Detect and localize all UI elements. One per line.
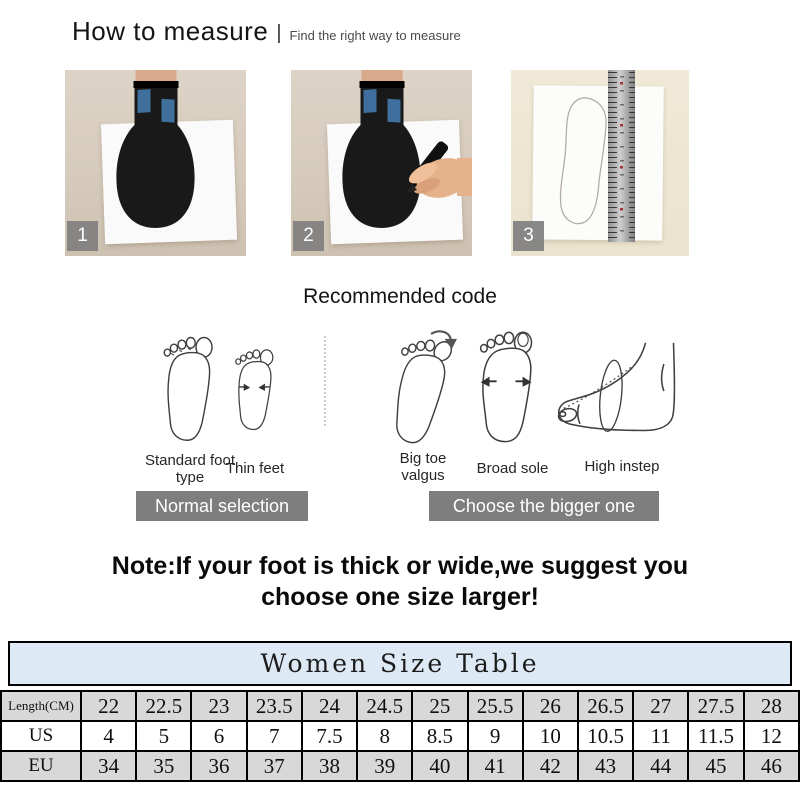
size-cell: 8	[357, 721, 412, 751]
big-toe-valgus-diagram-icon	[388, 327, 458, 445]
size-cell: 25.5	[468, 691, 523, 721]
size-cell: 25	[412, 691, 467, 721]
size-cell: 43	[578, 751, 633, 781]
section-divider	[324, 336, 326, 426]
size-cell: 27	[633, 691, 688, 721]
size-cell: 10	[523, 721, 578, 751]
step-photo-3	[511, 70, 689, 256]
step-number-badge: 2	[293, 221, 324, 251]
size-cell: 39	[357, 751, 412, 781]
women-size-table	[0, 690, 800, 782]
size-cell: 11.5	[688, 721, 743, 751]
size-cell: 44	[633, 751, 688, 781]
size-cell: 12	[744, 721, 799, 751]
label-high-instep: High instep	[584, 458, 660, 475]
size-cell: 8.5	[412, 721, 467, 751]
size-cell: 46	[744, 751, 799, 781]
size-cell: 38	[302, 751, 357, 781]
size-table-title: Women Size Table	[8, 641, 792, 686]
label-broad-sole: Broad sole	[476, 460, 549, 477]
size-note-line2: choose one size larger!	[261, 583, 539, 611]
size-cell: 26.5	[578, 691, 633, 721]
row-label: EU	[1, 751, 81, 781]
size-cell: 27.5	[688, 691, 743, 721]
table-row	[1, 751, 799, 781]
hand-with-marker-illustration	[379, 136, 472, 214]
size-cell: 5	[136, 721, 191, 751]
size-cell: 9	[468, 721, 523, 751]
normal-selection-button[interactable]: Normal selection	[136, 491, 308, 521]
broad-sole-diagram-icon	[474, 327, 540, 445]
size-cell: 4	[81, 721, 136, 751]
label-standard-foot-type: Standard foot type	[144, 452, 236, 486]
size-cell: 22.5	[136, 691, 191, 721]
size-cell: 36	[191, 751, 246, 781]
page-header	[72, 16, 461, 47]
table-row	[1, 691, 799, 721]
size-table-body	[1, 691, 799, 781]
size-cell: 23	[191, 691, 246, 721]
size-cell: 34	[81, 751, 136, 781]
size-cell: 37	[247, 751, 302, 781]
size-cell: 24.5	[357, 691, 412, 721]
size-note-line1: Note:If your foot is thick or wide,we suggest you	[111, 552, 689, 580]
row-label: US	[1, 721, 81, 751]
title-separator: |	[276, 22, 282, 44]
table-row	[1, 721, 799, 751]
size-cell: 11	[633, 721, 688, 751]
thin-foot-diagram-icon	[231, 332, 279, 446]
size-cell: 10.5	[578, 721, 633, 751]
size-cell: 26	[523, 691, 578, 721]
recommended-code-heading: Recommended code	[303, 285, 497, 308]
step-number-badge: 3	[513, 221, 544, 251]
step-photo-2	[291, 70, 472, 256]
size-cell: 28	[744, 691, 799, 721]
size-cell: 45	[688, 751, 743, 781]
sock-foot-illustration	[108, 70, 203, 240]
size-cell: 7	[247, 721, 302, 751]
page-subtitle: Find the right way to measure	[289, 28, 461, 43]
size-cell: 24	[302, 691, 357, 721]
size-cell: 6	[191, 721, 246, 751]
size-cell: 40	[412, 751, 467, 781]
label-thin-feet: Thin feet	[225, 460, 285, 477]
label-big-toe-valgus: Big toe valgus	[399, 450, 447, 484]
size-cell: 35	[136, 751, 191, 781]
row-label: Length(CM)	[1, 691, 81, 721]
size-cell: 41	[468, 751, 523, 781]
high-instep-diagram-icon	[556, 342, 686, 440]
step-photo-1	[65, 70, 246, 256]
size-note	[0, 551, 800, 613]
choose-bigger-one-button[interactable]: Choose the bigger one	[429, 491, 659, 521]
size-cell: 42	[523, 751, 578, 781]
size-cell: 23.5	[247, 691, 302, 721]
standard-foot-diagram-icon	[158, 330, 220, 446]
page-title: How to measure	[72, 16, 269, 46]
metal-ruler	[608, 70, 635, 242]
step-number-badge: 1	[67, 221, 98, 251]
size-cell: 22	[81, 691, 136, 721]
size-cell: 7.5	[302, 721, 357, 751]
